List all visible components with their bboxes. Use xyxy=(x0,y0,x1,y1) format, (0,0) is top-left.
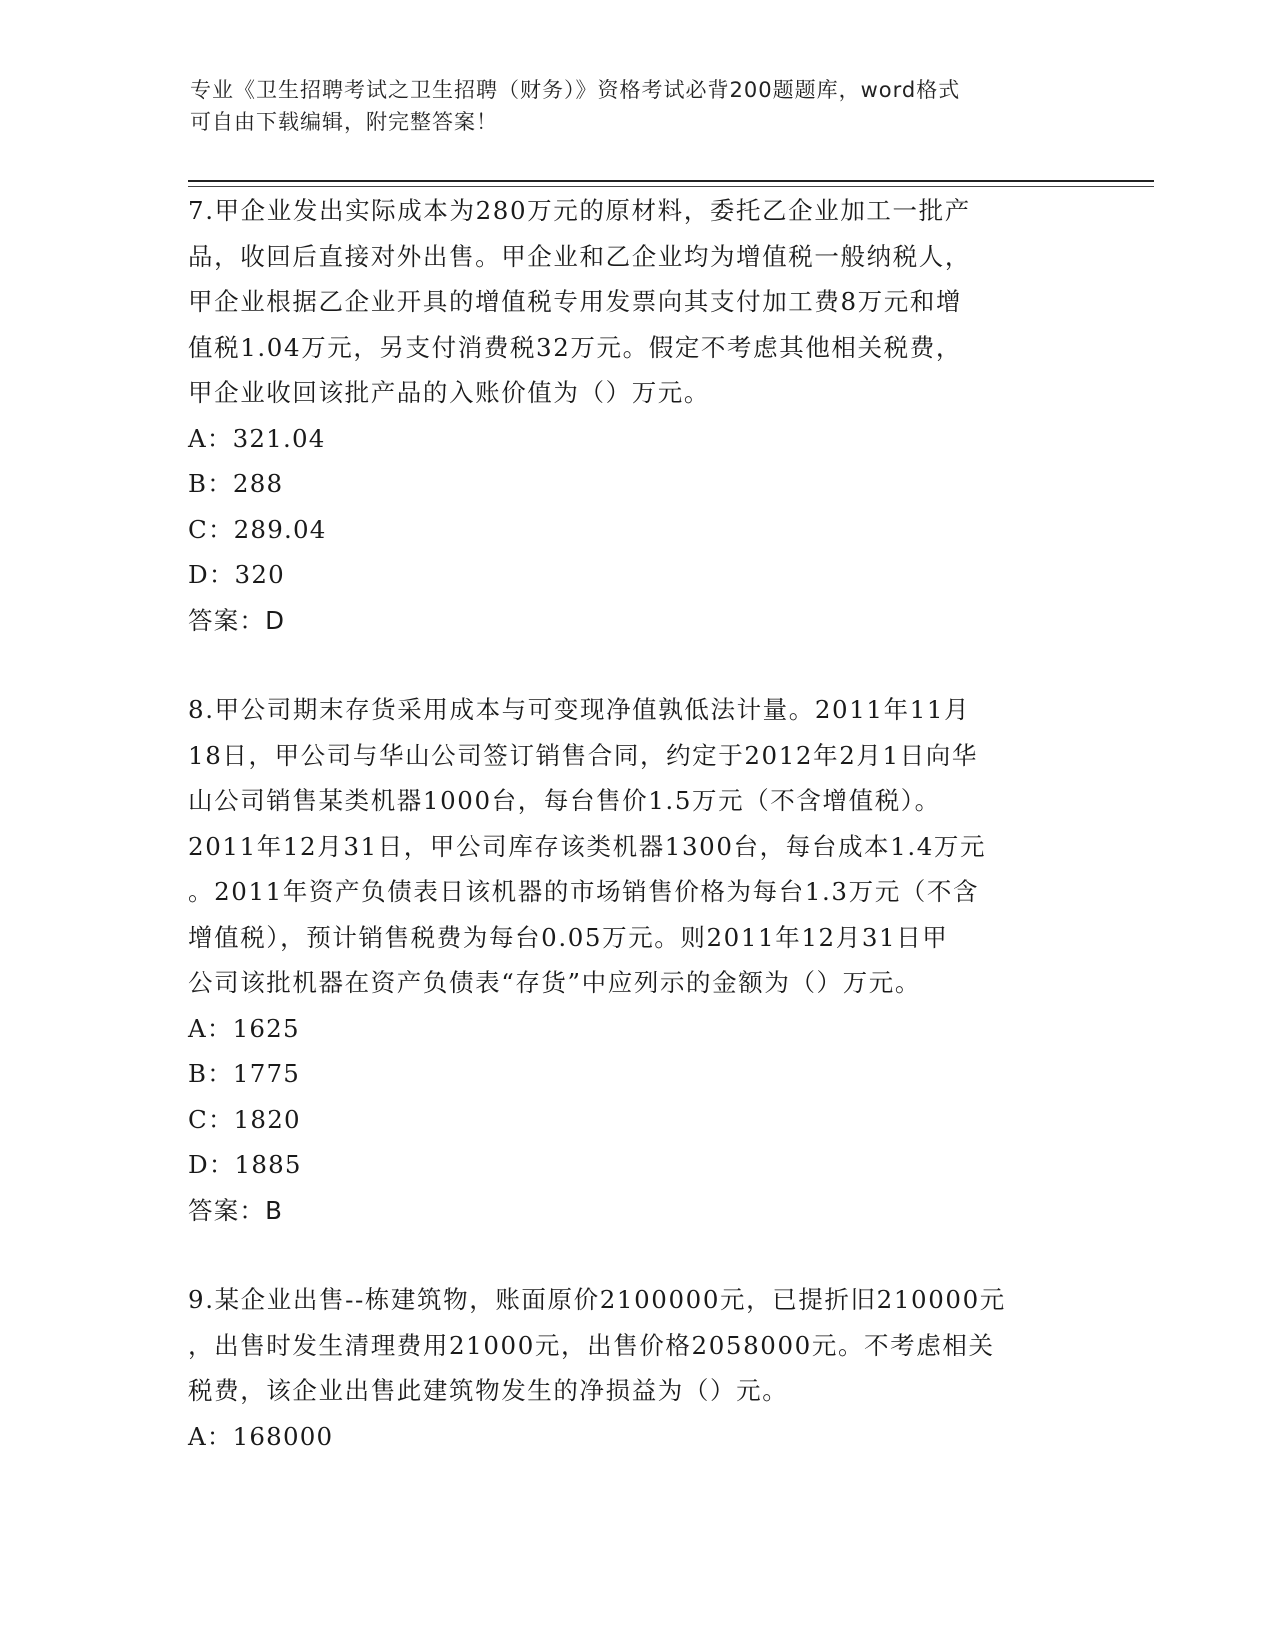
question-spacer xyxy=(188,1233,1088,1277)
question-7 xyxy=(188,188,1088,643)
header-line-1: 专业《卫生招聘考试之卫生招聘（财务）》资格考试必背200题题库，word格式 xyxy=(190,78,961,102)
question-8 xyxy=(188,687,1088,1233)
question-list xyxy=(188,188,1088,1459)
document-header xyxy=(190,74,1070,138)
option-a: A：168000 xyxy=(188,1421,334,1451)
question-text-line: 甲企业收回该批产品的入账价值为（）万元。 xyxy=(188,378,710,407)
question-spacer xyxy=(188,643,1088,687)
question-text-line: 8.甲公司期末存货采用成本与可变现净值孰低法计量。2011年11月 xyxy=(188,695,971,724)
question-text-line: 值税1.04万元，另支付消费税32万元。假定不考虑其他相关税费， xyxy=(188,332,962,362)
option-b: B：1775 xyxy=(188,1059,301,1088)
question-text-line: 税费，该企业出售此建筑物发生的净损益为（）元。 xyxy=(188,1376,789,1405)
header-divider-thin xyxy=(188,186,1154,187)
option-c: C：289.04 xyxy=(188,514,327,544)
option-d: D：320 xyxy=(188,560,285,589)
option-d: D：1885 xyxy=(188,1150,302,1179)
option-a: A：321.04 xyxy=(188,423,326,453)
answer-line: 答案：D xyxy=(188,605,286,635)
question-text-line: 9.某企业出售--栋建筑物，账面原价2100000元，已提折旧210000元 xyxy=(188,1285,1006,1314)
question-9 xyxy=(188,1277,1088,1459)
header-line-2: 可自由下载编辑，附完整答案！ xyxy=(190,110,498,134)
question-text-line: 18日，甲公司与华山公司签订销售合同，约定于2012年2月1日向华 xyxy=(188,740,978,770)
option-b: B：288 xyxy=(188,469,284,498)
question-text-line: 7.甲企业发出实际成本为280万元的原材料，委托乙企业加工一批产 xyxy=(188,196,971,225)
question-text-line: 山公司销售某类机器1000台，每台售价1.5万元（不含增值税）。 xyxy=(188,786,941,815)
question-text-line: 品，收回后直接对外出售。甲企业和乙企业均为增值税一般纳税人， xyxy=(188,241,971,271)
question-text-line: 。2011年资产负债表日该机器的市场销售价格为每台1.3万元（不含 xyxy=(188,877,980,906)
question-text-line: 甲企业根据乙企业开具的增值税专用发票向其支付加工费8万元和增 xyxy=(188,287,963,316)
question-text-line: 增值税），预计销售税费为每台0.05万元。则2011年12月31日甲 xyxy=(188,922,949,952)
question-text-line: 公司该批机器在资产负债表“存货”中应列示的金额为（）万元。 xyxy=(188,968,921,997)
header-divider-thick xyxy=(188,180,1154,182)
question-text-line: 2011年12月31日，甲公司库存该类机器1300台，每台成本1.4万元 xyxy=(188,831,987,861)
option-c: C：1820 xyxy=(188,1104,301,1134)
question-text-line: ，出售时发生清理费用21000元，出售价格2058000元。不考虑相关 xyxy=(188,1330,995,1360)
option-a: A：1625 xyxy=(188,1013,300,1043)
answer-line: 答案：B xyxy=(188,1195,284,1225)
